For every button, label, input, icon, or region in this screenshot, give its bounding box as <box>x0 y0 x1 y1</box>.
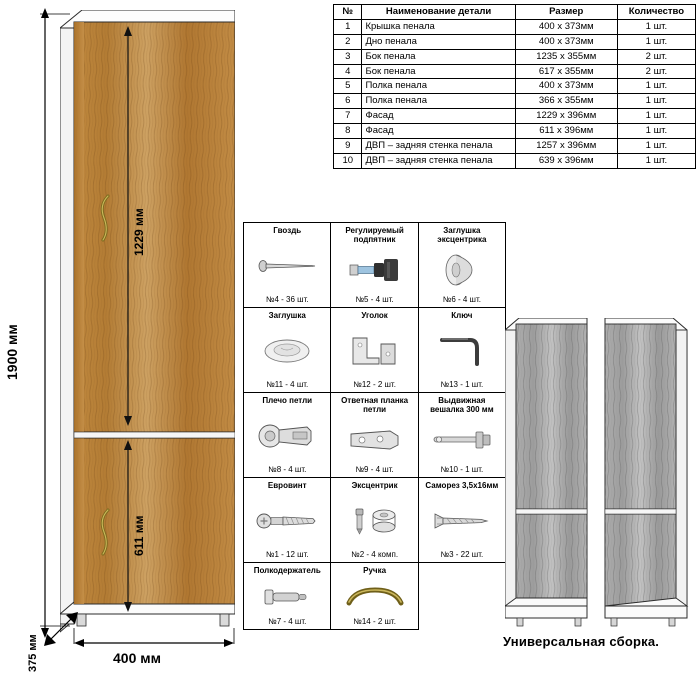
part-no: 4 <box>334 64 362 79</box>
depth-label: 375 мм <box>27 634 39 672</box>
part-size: 1229 x 396мм <box>515 109 617 124</box>
parts-header-name: Наименование детали <box>362 5 515 20</box>
part-name: Бок пенала <box>362 64 515 79</box>
hardware-row <box>244 393 506 478</box>
hardware-row <box>244 563 506 630</box>
hardware-title: Евровинт <box>267 481 307 490</box>
hardware-title: Ответная планка петли <box>341 396 409 415</box>
hardware-cell-self-tapping-screw <box>418 478 505 563</box>
handle-icon <box>333 575 415 618</box>
hardware-cell-handle <box>331 563 418 630</box>
part-qty: 1 шт. <box>617 109 695 124</box>
hex-key-icon <box>421 320 503 381</box>
part-qty: 1 шт. <box>617 153 695 168</box>
hardware-cell-cam-lock <box>331 478 418 563</box>
part-qty: 1 шт. <box>617 94 695 109</box>
part-qty: 1 шт. <box>617 138 695 153</box>
part-size: 366 x 355мм <box>515 94 617 109</box>
part-size: 617 x 355мм <box>515 64 617 79</box>
cap-plug-icon <box>246 320 328 381</box>
part-qty: 1 шт. <box>617 34 695 49</box>
hardware-cell-corner-bracket <box>331 308 418 393</box>
parts-table <box>333 4 696 169</box>
hardware-qty: №7 - 4 шт. <box>268 617 307 627</box>
width-label: 400 мм <box>113 650 161 666</box>
table-row <box>334 138 696 153</box>
hinge-plate-icon <box>333 414 415 466</box>
hardware-cell-hinge-plate <box>331 393 418 478</box>
part-no: 2 <box>334 34 362 49</box>
part-name: Полка пенала <box>362 79 515 94</box>
part-name: Дно пенала <box>362 34 515 49</box>
grey-cabinet-left <box>505 318 587 626</box>
part-qty: 2 шт. <box>617 64 695 79</box>
adjustable-foot-icon <box>333 244 415 296</box>
part-name: Фасад <box>362 109 515 124</box>
hardware-qty: №12 - 2 шт. <box>353 380 396 390</box>
grey-cabinets <box>505 318 695 630</box>
universal-assembly-drawing <box>505 318 695 630</box>
corner-bracket-icon <box>333 320 415 381</box>
table-row <box>334 19 696 34</box>
part-name: ДВП – задняя стенка пенала <box>362 138 515 153</box>
hardware-title: Выдвижная вешалка 300 мм <box>430 396 494 415</box>
lower-door-label: 611 мм <box>132 515 146 556</box>
hardware-title: Регулируемый подпятник <box>345 226 404 245</box>
part-no: 6 <box>334 94 362 109</box>
part-no: 5 <box>334 79 362 94</box>
part-size: 400 x 373мм <box>515 19 617 34</box>
part-name: ДВП – задняя стенка пенала <box>362 153 515 168</box>
part-name: Крышка пенала <box>362 19 515 34</box>
table-row <box>334 153 696 168</box>
part-no: 7 <box>334 109 362 124</box>
hardware-cell-euro-screw <box>244 478 331 563</box>
hinge-arm-icon <box>246 405 328 466</box>
parts-table-header-row <box>334 5 696 20</box>
part-qty: 1 шт. <box>617 79 695 94</box>
cam-lock-icon <box>333 490 415 551</box>
hardware-row <box>244 223 506 308</box>
cabinet-oak-drawing <box>0 0 240 683</box>
part-size: 1235 x 355мм <box>515 49 617 64</box>
hardware-cell-cap-plug <box>244 308 331 393</box>
grey-cabinet-right <box>605 318 687 626</box>
hardware-cell-adjustable-foot <box>331 223 418 308</box>
part-size: 400 x 373мм <box>515 34 617 49</box>
table-row <box>334 109 696 124</box>
part-no: 10 <box>334 153 362 168</box>
hardware-qty: №13 - 1 шт. <box>440 380 484 390</box>
hardware-qty: №9 - 4 шт. <box>355 465 394 475</box>
part-name: Бок пенала <box>362 49 515 64</box>
hardware-qty: №3 - 22 шт. <box>440 550 484 560</box>
hardware-qty: №1 - 12 шт. <box>265 550 309 560</box>
shelf-support-icon <box>246 575 328 618</box>
hardware-qty: №6 - 4 шт. <box>442 295 481 305</box>
part-size: 400 x 373мм <box>515 79 617 94</box>
cam-cover-icon <box>421 244 503 296</box>
hardware-title: Плечо петли <box>262 396 313 405</box>
euro-screw-icon <box>246 490 328 551</box>
hardware-title: Эксцентрик <box>351 481 398 490</box>
hardware-title: Ручка <box>363 566 387 575</box>
part-qty: 1 шт. <box>617 124 695 139</box>
hardware-cell-hex-key <box>418 308 505 393</box>
part-no: 3 <box>334 49 362 64</box>
hardware-title: Гвоздь <box>273 226 302 235</box>
hardware-cell-shelf-support <box>244 563 331 630</box>
part-size: 1257 x 396мм <box>515 138 617 153</box>
part-no: 9 <box>334 138 362 153</box>
hardware-qty: №4 - 36 шт. <box>265 295 309 305</box>
parts-header-qty: Количество <box>617 5 695 20</box>
part-size: 611 x 396мм <box>515 124 617 139</box>
hardware-title: Ключ <box>451 311 473 320</box>
hardware-title: Уголок <box>361 311 388 320</box>
self-tapping-screw-icon <box>421 490 503 551</box>
hardware-cell-cam-cover <box>418 223 505 308</box>
part-no: 1 <box>334 19 362 34</box>
part-qty: 1 шт. <box>617 19 695 34</box>
table-row <box>334 79 696 94</box>
pull-out-rail-icon <box>421 414 503 466</box>
part-name: Полка пенала <box>362 94 515 109</box>
hardware-title: Саморез 3,5x16мм <box>425 481 499 490</box>
parts-header-size: Размер <box>515 5 617 20</box>
hardware-cell-hinge-arm <box>244 393 331 478</box>
hardware-cell-nail <box>244 223 331 308</box>
parts-header-no: № <box>334 5 362 20</box>
dimension-ticks <box>40 0 240 683</box>
table-row <box>334 34 696 49</box>
height-total-label: 1900 мм <box>4 324 20 380</box>
hardware-qty: №2 - 4 комп. <box>351 550 399 560</box>
part-size: 639 x 396мм <box>515 153 617 168</box>
hardware-qty: №14 - 2 шт. <box>353 617 396 627</box>
hardware-qty: №8 - 4 шт. <box>268 465 307 475</box>
table-row <box>334 49 696 64</box>
part-no: 8 <box>334 124 362 139</box>
hardware-title: Заглушка эксцентрика <box>437 226 487 245</box>
hardware-cell-pull-out-rail <box>418 393 505 478</box>
hardware-row <box>244 478 506 563</box>
universal-assembly-caption: Универсальная сборка. <box>503 634 660 649</box>
hardware-row <box>244 308 506 393</box>
part-name: Фасад <box>362 124 515 139</box>
upper-door-label: 1229 мм <box>132 208 146 256</box>
hardware-title: Заглушка <box>268 311 306 320</box>
nail-icon <box>246 235 328 296</box>
table-row <box>334 124 696 139</box>
hardware-qty: №11 - 4 шт. <box>266 380 309 390</box>
table-row <box>334 94 696 109</box>
hardware-title: Полкодержатель <box>253 566 321 575</box>
part-qty: 2 шт. <box>617 49 695 64</box>
hardware-table <box>243 222 506 630</box>
table-row <box>334 64 696 79</box>
hardware-qty: №5 - 4 шт. <box>355 295 394 305</box>
hardware-cell-empty <box>418 563 505 630</box>
hardware-qty: №10 - 1 шт. <box>440 465 484 475</box>
